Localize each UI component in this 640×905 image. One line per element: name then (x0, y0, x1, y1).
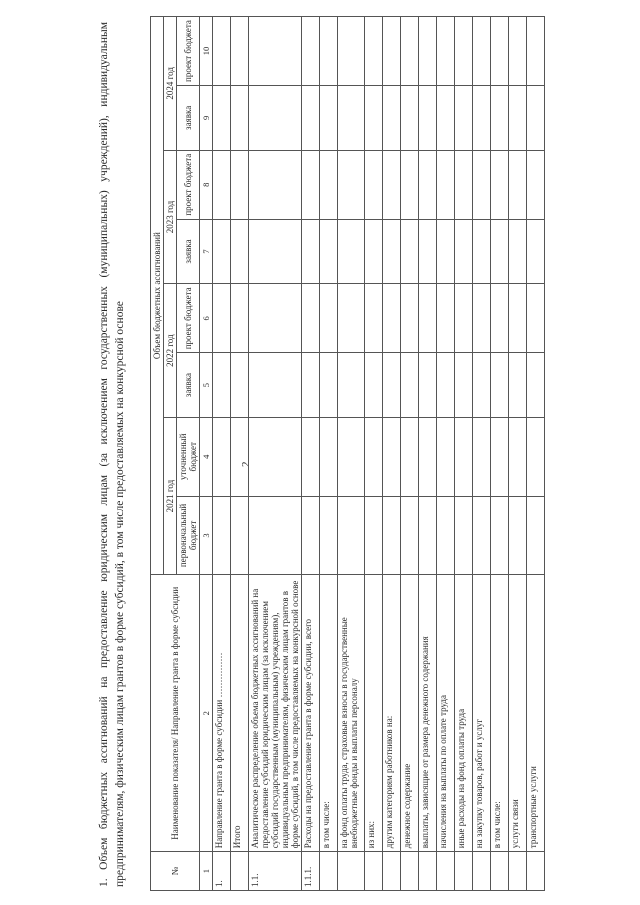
value-cell (509, 284, 527, 353)
col-header-draft-2023: проект бюджета (177, 150, 200, 219)
value-cell (437, 17, 455, 86)
value-cell (231, 496, 249, 575)
col-header-2023: 2023 год (164, 150, 177, 284)
value-cell (213, 17, 231, 86)
value-cell (455, 417, 473, 496)
value-cell (401, 353, 419, 418)
value-cell (473, 496, 491, 575)
value-cell (302, 353, 320, 418)
value-cell (419, 219, 437, 284)
value-cell (365, 284, 383, 353)
col-header-revised-budget: уточненный бюджет (177, 417, 200, 496)
row-name: другим категориям работников на: (383, 575, 401, 852)
row-number: 1.1. (249, 852, 302, 891)
value-cell (365, 417, 383, 496)
value-cell (320, 417, 338, 496)
value-cell (365, 86, 383, 151)
value-cell (455, 284, 473, 353)
value-cell (302, 284, 320, 353)
row-number (527, 852, 545, 891)
value-cell (455, 150, 473, 219)
value-cell (509, 496, 527, 575)
column-number: 4 (200, 417, 213, 496)
col-header-initial-budget: первоначальный бюджет (177, 496, 200, 575)
value-cell (249, 353, 302, 418)
value-cell (509, 17, 527, 86)
budget-table (150, 16, 545, 891)
value-cell (455, 86, 473, 151)
col-header-request-2022: заявка (177, 353, 200, 418)
value-cell (527, 284, 545, 353)
table-row (455, 17, 473, 891)
table-row (365, 17, 383, 891)
value-cell (527, 86, 545, 151)
value-cell (338, 150, 365, 219)
value-cell (437, 353, 455, 418)
row-number (419, 852, 437, 891)
column-number: 5 (200, 353, 213, 418)
row-name: из них: (365, 575, 383, 852)
value-cell (401, 17, 419, 86)
value-cell (213, 417, 231, 496)
row-number (365, 852, 383, 891)
value-cell (231, 219, 249, 284)
value-cell (437, 86, 455, 151)
value-cell (302, 17, 320, 86)
value-cell (320, 353, 338, 418)
value-cell (491, 353, 509, 418)
value-cell (473, 353, 491, 418)
value-cell (491, 284, 509, 353)
row-name: денежное содержание (401, 575, 419, 852)
value-cell (401, 284, 419, 353)
value-cell (491, 86, 509, 151)
value-cell (473, 417, 491, 496)
value-cell (473, 150, 491, 219)
value-cell (365, 353, 383, 418)
column-number: 9 (200, 86, 213, 151)
value-cell (383, 417, 401, 496)
col-header-draft-2024: проект бюджета (177, 17, 200, 86)
row-name: иные расходы на фонд оплаты труда (455, 575, 473, 852)
value-cell (437, 150, 455, 219)
value-cell (509, 417, 527, 496)
value-cell (213, 284, 231, 353)
value-cell (320, 496, 338, 575)
value-cell (338, 17, 365, 86)
value-cell (509, 353, 527, 418)
value-cell (213, 496, 231, 575)
value-cell (338, 86, 365, 151)
value-cell (383, 496, 401, 575)
value-cell (473, 284, 491, 353)
value-cell (401, 496, 419, 575)
value-cell (383, 219, 401, 284)
row-name: Аналитическое распределение объема бюджетных ассигнований на предоставление субсидий юридическим лицам (за исключением субсидий государственным (муниципальным) учреждениям), индивидуальным предпринимателям, физическим лицам грантов в форме субсидий, в том числе предоставляемых на конкурсной основе (249, 575, 302, 852)
row-number (473, 852, 491, 891)
table-row (231, 17, 249, 891)
table-body (213, 17, 545, 891)
row-name: начисления на выплаты по оплате труда (437, 575, 455, 852)
value-cell (365, 219, 383, 284)
column-number: 7 (200, 219, 213, 284)
value-cell (338, 284, 365, 353)
col-header-2022: 2022 год (164, 284, 177, 418)
value-cell (320, 219, 338, 284)
value-cell (491, 417, 509, 496)
row-name: в том числе: (491, 575, 509, 852)
value-cell (213, 353, 231, 418)
value-cell (249, 219, 302, 284)
value-cell (473, 219, 491, 284)
value-cell (231, 150, 249, 219)
value-cell (249, 150, 302, 219)
row-number (437, 852, 455, 891)
col-header-2021: 2021 год (164, 417, 177, 574)
value-cell (419, 417, 437, 496)
row-number (338, 852, 365, 891)
row-name: на фонд оплаты труда, страховые взносы в государственные внебюджетные фонды и выплаты персоналу (338, 575, 365, 852)
value-cell (249, 86, 302, 151)
value-cell (320, 150, 338, 219)
row-name: в том числе: (320, 575, 338, 852)
value-cell (320, 86, 338, 151)
col-header-no: № (151, 852, 200, 891)
value-cell (231, 86, 249, 151)
value-cell (338, 496, 365, 575)
table-row (419, 17, 437, 891)
col-header-name: Наименование показателя/ Направление гранта в форме субсидии (151, 575, 200, 852)
column-number: 2 (200, 575, 213, 852)
value-cell (302, 417, 320, 496)
col-header-2024: 2024 год (164, 17, 177, 151)
table-row (249, 17, 302, 891)
value-cell (383, 17, 401, 86)
col-header-volume: Объем бюджетных ассигнований (151, 17, 164, 575)
row-name: Направление гранта в форме субсидии …………… (213, 575, 231, 852)
value-cell (302, 496, 320, 575)
row-number (231, 852, 249, 891)
value-cell (213, 219, 231, 284)
value-cell (213, 86, 231, 151)
value-cell (231, 353, 249, 418)
column-number: 8 (200, 150, 213, 219)
value-cell (491, 496, 509, 575)
table-row (473, 17, 491, 891)
row-name: услуги связи (509, 575, 527, 852)
page-number: 2 (240, 461, 252, 467)
column-number: 6 (200, 284, 213, 353)
value-cell (401, 86, 419, 151)
row-name: транспортные услуги (527, 575, 545, 852)
value-cell (231, 17, 249, 86)
value-cell (419, 496, 437, 575)
row-number (491, 852, 509, 891)
value-cell (365, 17, 383, 86)
value-cell (302, 219, 320, 284)
value-cell (527, 219, 545, 284)
value-cell (491, 219, 509, 284)
col-header-draft-2022: проект бюджета (177, 284, 200, 353)
table-row (302, 17, 320, 891)
value-cell (437, 496, 455, 575)
row-number: 1.1.1. (302, 852, 320, 891)
value-cell (419, 353, 437, 418)
row-number (401, 852, 419, 891)
value-cell (437, 417, 455, 496)
row-name: выплаты, зависящие от размера денежного содержания (419, 575, 437, 852)
value-cell (419, 150, 437, 219)
value-cell (338, 353, 365, 418)
row-number: 1. (213, 852, 231, 891)
value-cell (401, 150, 419, 219)
value-cell (231, 284, 249, 353)
value-cell (455, 496, 473, 575)
table-row (338, 17, 365, 891)
value-cell (249, 496, 302, 575)
column-number: 1 (200, 852, 213, 891)
value-cell (401, 219, 419, 284)
value-cell (527, 417, 545, 496)
value-cell (365, 150, 383, 219)
value-cell (509, 150, 527, 219)
value-cell (383, 353, 401, 418)
row-number (509, 852, 527, 891)
value-cell (473, 17, 491, 86)
value-cell (231, 417, 249, 496)
table-row (437, 17, 455, 891)
col-header-request-2024: заявка (177, 86, 200, 151)
value-cell (455, 17, 473, 86)
value-cell (302, 86, 320, 151)
row-number (455, 852, 473, 891)
value-cell (419, 86, 437, 151)
value-cell (249, 17, 302, 86)
value-cell (365, 496, 383, 575)
row-name: Расходы на предоставление гранта в форме субсидии, всего (302, 575, 320, 852)
value-cell (320, 284, 338, 353)
value-cell (249, 417, 302, 496)
row-number (320, 852, 338, 891)
value-cell (509, 86, 527, 151)
row-name: Итого (231, 575, 249, 852)
table-row (320, 17, 338, 891)
value-cell (473, 86, 491, 151)
table-row (213, 17, 231, 891)
value-cell (455, 219, 473, 284)
value-cell (338, 219, 365, 284)
table-row (491, 17, 509, 891)
value-cell (527, 17, 545, 86)
value-cell (437, 219, 455, 284)
value-cell (527, 150, 545, 219)
value-cell (383, 86, 401, 151)
table-row (527, 17, 545, 891)
value-cell (491, 17, 509, 86)
row-name: на закупку товаров, работ и услуг (473, 575, 491, 852)
value-cell (527, 496, 545, 575)
value-cell (527, 353, 545, 418)
section-heading: 1. Объем бюджетных ассигнований на предоставление юридическим лицам (за исключением государственных (муниципальных) учреждений), индивидуальным предпринимателям, физическим лицам грантов в форме субсидий, в том числе предоставляемых на конкурсной основе (98, 22, 126, 887)
value-cell (491, 150, 509, 219)
value-cell (419, 17, 437, 86)
value-cell (401, 417, 419, 496)
row-number (383, 852, 401, 891)
value-cell (455, 353, 473, 418)
value-cell (249, 284, 302, 353)
col-header-request-2023: заявка (177, 219, 200, 284)
value-cell (338, 417, 365, 496)
value-cell (437, 284, 455, 353)
value-cell (383, 284, 401, 353)
column-number-row (200, 17, 213, 891)
value-cell (320, 17, 338, 86)
column-number: 10 (200, 17, 213, 86)
value-cell (302, 150, 320, 219)
column-number: 3 (200, 496, 213, 575)
value-cell (419, 284, 437, 353)
value-cell (213, 150, 231, 219)
table-row (401, 17, 419, 891)
table-row (509, 17, 527, 891)
table-row (383, 17, 401, 891)
value-cell (509, 219, 527, 284)
value-cell (383, 150, 401, 219)
